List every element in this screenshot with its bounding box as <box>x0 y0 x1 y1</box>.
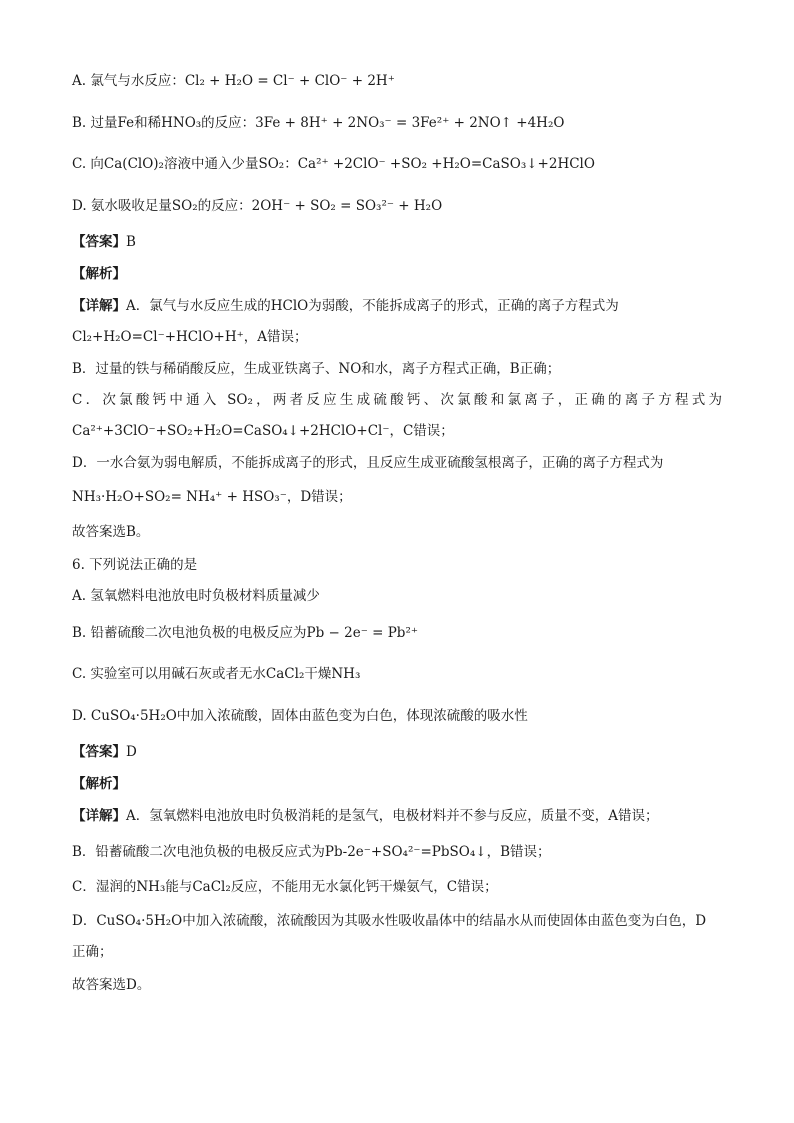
q6-detail-a-text: A．氢氧燃料电池放电时负极消耗的是氢气，电极材料并不参与反应，质量不变，A错误； <box>126 808 659 824</box>
q6-stem: 6. 下列说法正确的是 <box>72 557 198 573</box>
q5-option-a: A. 氯气与水反应：Cl₂ + H₂O = Cl⁻ + ClO⁻ + 2H⁺ <box>72 73 395 89</box>
q6-answer-tag: 【答案】 <box>72 744 126 760</box>
q5-detail-c-text: C．次氯酸钙中通入 SO₂，两者反应生成硫酸钙、次氯酸和氯离子，正确的离子方程式为 <box>72 392 722 408</box>
q5-option-b: B. 过量Fe和稀HNO₃的反应：3Fe + 8H⁺ + 2NO₃⁻ = 3Fe²⁺ + 2NO↑ +4H₂O <box>72 115 565 131</box>
q6-detail-b: B．铅蓄硫酸二次电池负极的电极反应式为Pb-2e⁻+SO₄²⁻=PbSO₄↓，B错误； <box>72 844 551 860</box>
q6-option-b: B. 铅蓄硫酸二次电池负极的电极反应为Pb − 2e⁻ = Pb²⁺ <box>72 625 418 641</box>
q6-answer-value: D <box>126 744 137 760</box>
q5-conclusion: 故答案选B。 <box>72 524 150 540</box>
q6-conclusion: 故答案选D。 <box>72 977 151 993</box>
q5-detail-d-line2: NH₃·H₂O+SO₂= NH₄⁺ + HSO₃⁻，D错误； <box>72 489 352 505</box>
q6-option-c: C. 实验室可以用碱石灰或者无水CaCl₂干燥NH₃ <box>72 666 361 682</box>
q6-detail-c: C．湿润的NH₃能与CaCl₂反应，不能用无水氯化钙干燥氨气，C错误； <box>72 879 498 895</box>
q5-answer-value: B <box>126 234 136 250</box>
q5-detail-b: B．过量的铁与稀硝酸反应，生成亚铁离子、NO和水，离子方程式正确，B正确； <box>72 361 561 377</box>
q5-detail-tag: 【详解】 <box>72 298 126 314</box>
q6-answer <box>72 743 137 761</box>
q5-detail-a-line1 <box>72 297 619 315</box>
q5-option-d: D. 氨水吸收足量SO₂的反应：2OH⁻ + SO₂ = SO₃²⁻ + H₂O <box>72 198 443 214</box>
q6-option-d: D. CuSO₄·5H₂O中加入浓硫酸，固体由蓝色变为白色，体现浓硫酸的吸水性 <box>72 708 528 724</box>
q6-detail-tag: 【详解】 <box>72 808 126 824</box>
q6-option-a: A. 氢氧燃料电池放电时负极材料质量减少 <box>72 588 320 604</box>
q5-detail-a-text: A．氯气与水反应生成的HClO为弱酸，不能拆成离子的形式，正确的离子方程式为 <box>126 298 619 314</box>
q5-option-c: C. 向Ca(ClO)₂溶液中通入少量SO₂：Ca²⁺ +2ClO⁻ +SO₂ +H₂O=CaSO₃↓+2HClO <box>72 156 595 172</box>
q5-detail-d-line1: D．一水合氨为弱电解质，不能拆成离子的形式，且反应生成亚硫酸氢根离子，正确的离子方程式为 <box>72 455 664 471</box>
q6-detail-a <box>72 807 659 825</box>
q5-detail-a-line2: Cl₂+H₂O=Cl⁻+HClO+H⁺，A错误； <box>72 329 308 345</box>
q5-detail-c-line2: Ca²⁺+3ClO⁻+SO₂+H₂O=CaSO₄↓+2HClO+Cl⁻，C错误； <box>72 423 454 439</box>
q5-detail-c-line1 <box>72 391 722 409</box>
q5-answer-tag: 【答案】 <box>72 234 126 250</box>
q6-analysis-tag: 【解析】 <box>72 776 126 792</box>
q5-analysis-tag: 【解析】 <box>72 266 126 282</box>
q6-detail-d-line1: D．CuSO₄·5H₂O中加入浓硫酸，浓硫酸因为其吸水性吸收晶体中的结晶水从而使固体由蓝色变为白色，D <box>72 913 707 929</box>
q6-detail-d-line2: 正确； <box>72 944 113 960</box>
q5-answer <box>72 233 136 251</box>
